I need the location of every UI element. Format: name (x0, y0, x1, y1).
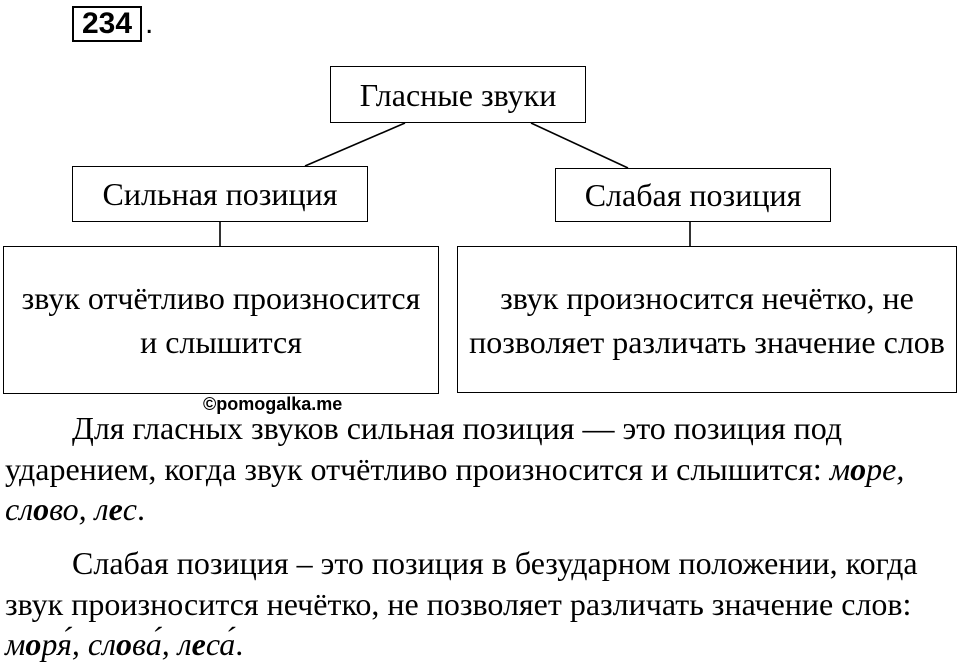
paragraph-strong-end: . (136, 491, 145, 527)
paragraph-strong-position (5, 408, 955, 530)
exercise-number-dot: . (145, 7, 154, 40)
example-vowel: е (108, 491, 123, 527)
strong-position-description: звук отчётливо произносится и слышится (21, 280, 421, 360)
paragraph-strong-text: Для гласных звуков сильная позиция — это позиция под ударением, когда звук отчётливо произносится и слышится: (5, 410, 843, 487)
strong-position-description-box (3, 246, 439, 394)
example-vowel: о (850, 450, 867, 487)
paragraph-weak-position (5, 543, 955, 665)
example-word: лес (94, 491, 137, 527)
example-vowel: о (25, 626, 42, 662)
connector-root-strong (305, 123, 405, 166)
paragraph-weak-end: . (235, 626, 244, 662)
example-vowel: е (191, 626, 206, 662)
example-word: моря́ (5, 626, 72, 662)
examples-weak: моря́, слова́, леса́ (5, 626, 236, 662)
examples-strong: море, слово, лес (5, 450, 905, 527)
weak-position-box (555, 168, 831, 222)
exercise-number: 234 (72, 6, 142, 42)
weak-position-description: звук произносится нечётко, не позволяет различать значение слов (469, 279, 945, 360)
example-vowel: о (116, 626, 133, 662)
weak-position-description-box (457, 246, 957, 393)
example-word: леса́ (177, 626, 236, 662)
weak-position-title: Слабая позиция (584, 177, 802, 213)
paragraph-weak-text: Слабая позиция – это позиция в безударном положении, когда звук произносится нечётко, не позволяет различать значение слов: (5, 545, 918, 622)
watermark: ©pomogalka.me (203, 394, 343, 414)
example-word: слово (5, 491, 79, 527)
example-vowel: о (33, 491, 50, 527)
strong-position-title: Сильная позиция (102, 176, 338, 212)
diagram-root-box (330, 66, 586, 123)
example-word: слова́ (87, 626, 162, 662)
example-word: море (829, 450, 897, 487)
strong-position-box (72, 166, 368, 222)
diagram-root-label: Гласные звуки (359, 76, 557, 113)
connector-root-weak (531, 123, 628, 168)
